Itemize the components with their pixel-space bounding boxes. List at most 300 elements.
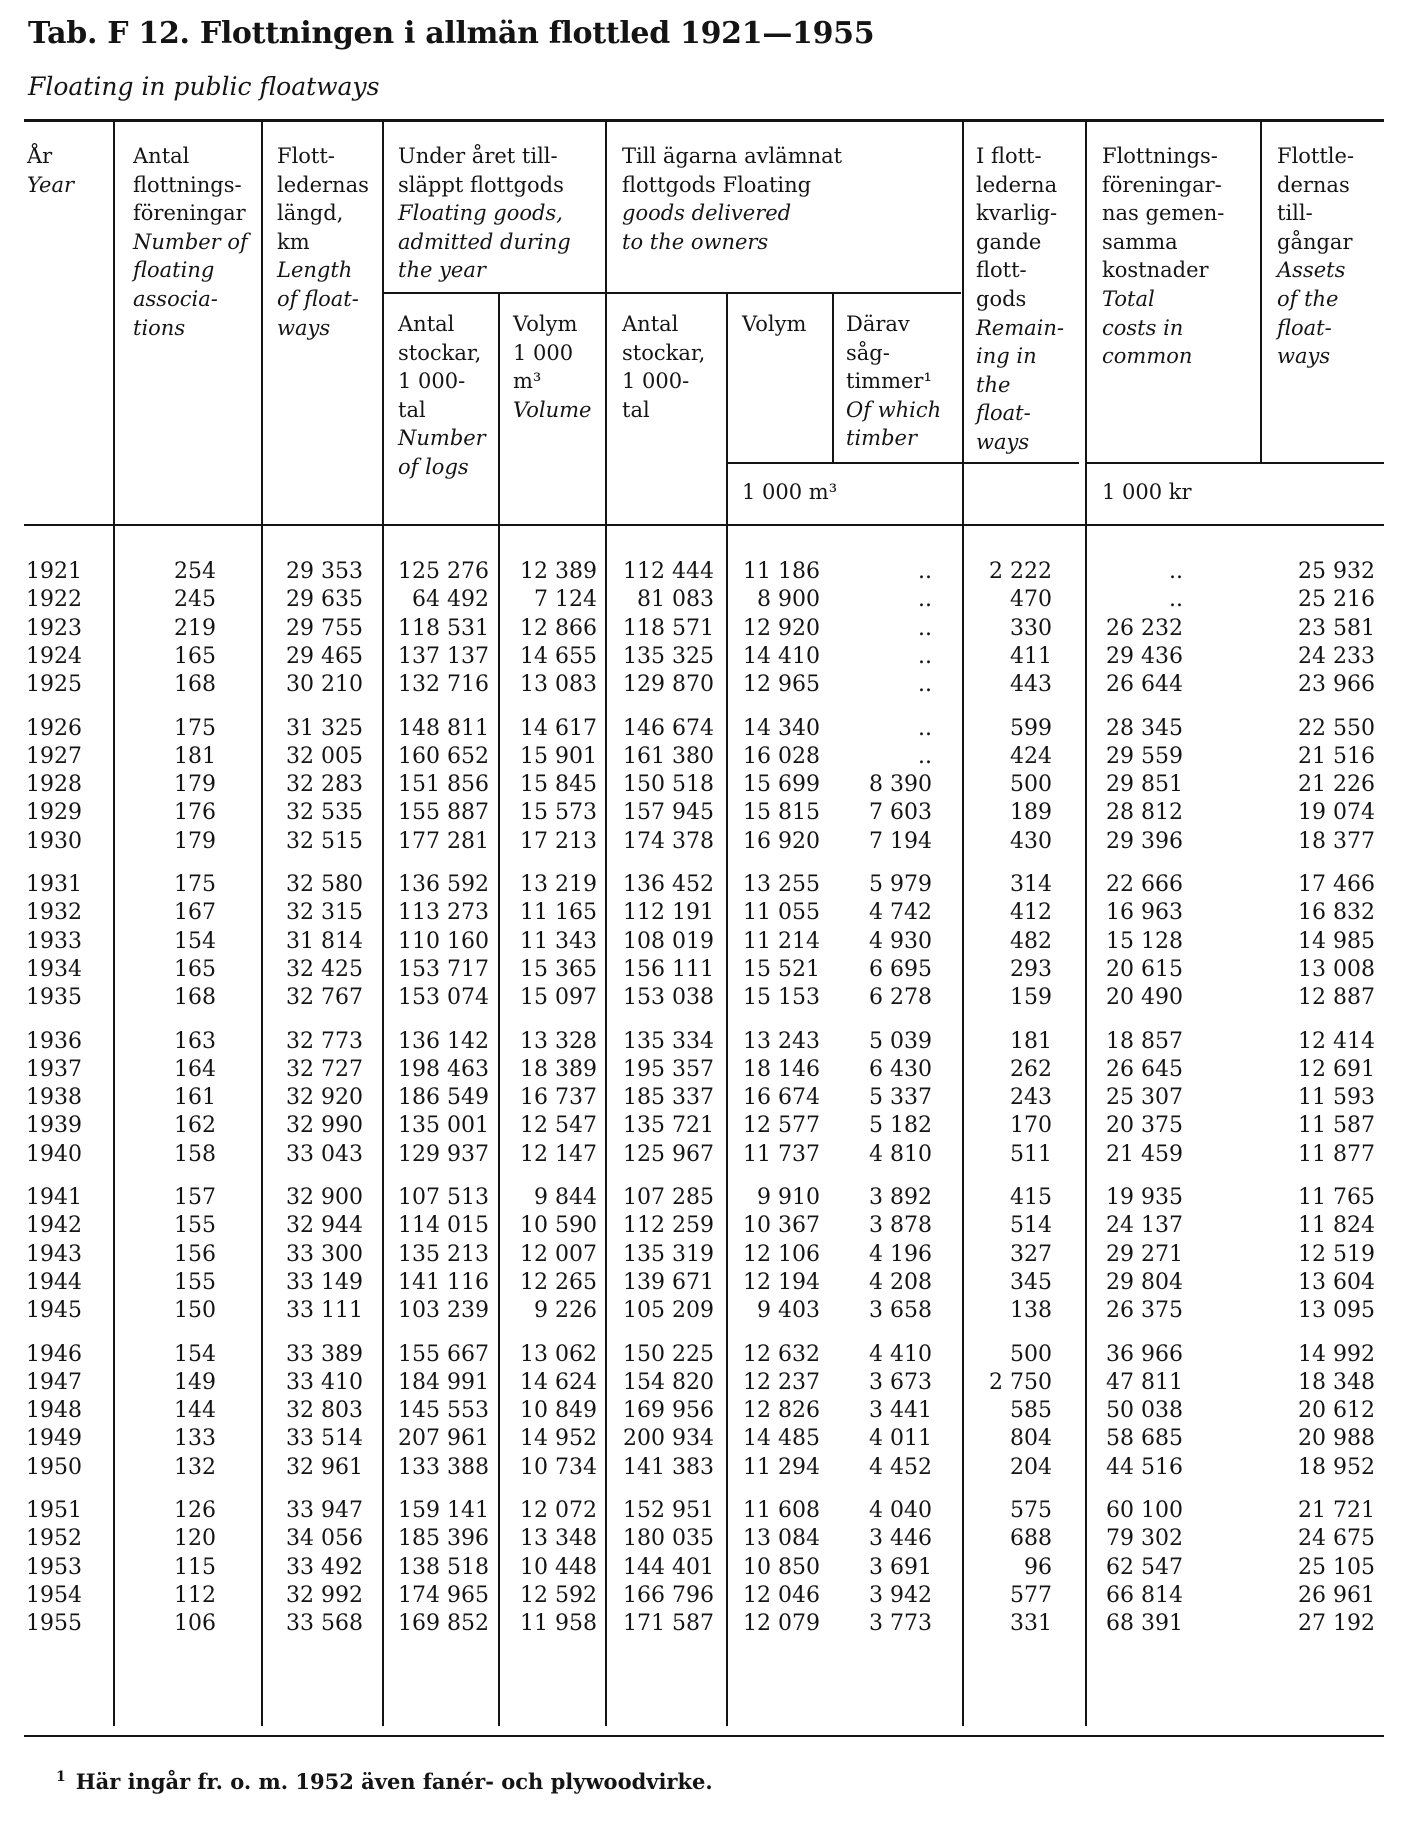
timber-cell: .. xyxy=(918,587,932,613)
unit-divider-money xyxy=(1086,462,1384,464)
associations-cell: 133 xyxy=(174,1426,216,1452)
header-remaining: I flott- lederna kvarlig- gande flott- gods Remain- ing in the float- ways xyxy=(976,144,1065,454)
admitted-volume-cell: 13 062 xyxy=(520,1341,597,1367)
assets-cell: 22 550 xyxy=(1298,715,1375,741)
table-row xyxy=(0,984,1404,1012)
timber-cell: 3 773 xyxy=(869,1611,932,1637)
delivered-logs-cell: 185 337 xyxy=(623,1085,714,1111)
costs-cell: 47 811 xyxy=(1106,1369,1183,1395)
year-cell: 1946 xyxy=(26,1341,82,1367)
delivered-logs-cell: 195 357 xyxy=(623,1056,714,1082)
delivered-volume-cell: 12 194 xyxy=(743,1269,820,1295)
year-cell: 1947 xyxy=(26,1369,82,1395)
admitted-logs-cell: 155 887 xyxy=(398,800,489,826)
costs-cell: 21 459 xyxy=(1106,1141,1183,1167)
delivered-logs-cell: 166 796 xyxy=(623,1582,714,1608)
costs-cell: 60 100 xyxy=(1106,1498,1183,1523)
delivered-volume-cell: 18 146 xyxy=(743,1056,820,1082)
costs-cell: 28 812 xyxy=(1106,800,1183,826)
delivered-volume-cell: 12 106 xyxy=(743,1241,820,1267)
remaining-cell: 170 xyxy=(1010,1113,1052,1139)
delivered-volume-cell: 12 826 xyxy=(743,1398,820,1424)
header-admitted-volume: Volym 1 000 m³ Volume xyxy=(513,312,592,422)
associations-cell: 149 xyxy=(174,1369,216,1395)
associations-cell: 144 xyxy=(174,1398,216,1424)
assets-cell: 25 105 xyxy=(1298,1554,1375,1580)
costs-cell: .. xyxy=(1169,559,1183,584)
timber-cell: 3 441 xyxy=(869,1398,932,1424)
remaining-cell: 430 xyxy=(1010,828,1052,854)
delivered-group-divider xyxy=(607,292,961,294)
admitted-logs-cell: 136 592 xyxy=(398,872,489,897)
associations-cell: 181 xyxy=(174,743,216,769)
table-row xyxy=(0,1269,1404,1297)
associations-cell: 156 xyxy=(174,1241,216,1267)
footnote-text: Här ingår fr. o. m. 1952 även fanér- och plywoodvirke. xyxy=(75,1769,713,1794)
year-cell: 1926 xyxy=(26,715,82,741)
remaining-cell: 2 222 xyxy=(989,559,1052,584)
admitted-logs-cell: 174 965 xyxy=(398,1582,489,1608)
length-cell: 33 514 xyxy=(286,1426,363,1452)
remaining-cell: 424 xyxy=(1010,743,1052,769)
assets-cell: 21 721 xyxy=(1298,1498,1375,1523)
delivered-volume-cell: 11 608 xyxy=(743,1498,820,1523)
length-cell: 33 389 xyxy=(286,1341,363,1367)
timber-cell: .. xyxy=(918,615,932,641)
header-costs: Flottnings- föreningar- nas gemen- samma kostnader Total costs in common xyxy=(1102,144,1225,369)
remaining-cell: 577 xyxy=(1010,1582,1052,1608)
header-associations: Antal flottnings- föreningar Number of floating associa- tions xyxy=(133,144,248,340)
admitted-logs-cell: 141 116 xyxy=(398,1269,489,1295)
admitted-volume-cell: 14 655 xyxy=(520,643,597,669)
length-cell: 33 410 xyxy=(286,1369,363,1395)
length-cell: 32 900 xyxy=(286,1185,363,1210)
associations-cell: 157 xyxy=(174,1185,216,1210)
length-cell: 32 944 xyxy=(286,1213,363,1239)
timber-cell: 4 742 xyxy=(869,900,932,926)
costs-cell: 29 396 xyxy=(1106,828,1183,854)
remaining-cell: 327 xyxy=(1010,1241,1052,1267)
delivered-logs-cell: 154 820 xyxy=(623,1369,714,1395)
admitted-volume-cell: 15 573 xyxy=(520,800,597,826)
delivered-logs-cell: 150 518 xyxy=(623,772,714,798)
year-cell: 1955 xyxy=(26,1611,82,1637)
admitted-logs-cell: 135 213 xyxy=(398,1241,489,1267)
delivered-logs-cell: 144 401 xyxy=(623,1554,714,1580)
assets-cell: 21 226 xyxy=(1298,772,1375,798)
year-cell: 1950 xyxy=(26,1454,82,1480)
timber-cell: .. xyxy=(918,672,932,698)
delivered-logs-cell: 112 259 xyxy=(623,1213,714,1239)
admitted-volume-cell: 13 219 xyxy=(520,872,597,897)
remaining-cell: 585 xyxy=(1010,1398,1052,1424)
admitted-logs-cell: 207 961 xyxy=(398,1426,489,1452)
admitted-logs-cell: 198 463 xyxy=(398,1056,489,1082)
length-cell: 31 325 xyxy=(286,715,363,741)
admitted-volume-cell: 11 343 xyxy=(520,928,597,954)
year-cell: 1933 xyxy=(26,928,82,954)
costs-cell: 50 038 xyxy=(1106,1398,1183,1424)
assets-cell: 26 961 xyxy=(1298,1582,1375,1608)
remaining-cell: 511 xyxy=(1010,1141,1052,1167)
column-separator xyxy=(832,293,834,463)
admitted-logs-cell: 133 388 xyxy=(398,1454,489,1480)
delivered-logs-cell: 169 956 xyxy=(623,1398,714,1424)
table-row xyxy=(0,1497,1404,1525)
assets-cell: 11 765 xyxy=(1298,1185,1375,1210)
costs-cell: 29 851 xyxy=(1106,772,1183,798)
timber-cell: 4 930 xyxy=(869,928,932,954)
length-cell: 33 947 xyxy=(286,1498,363,1523)
delivered-volume-cell: 15 521 xyxy=(743,956,820,982)
admitted-volume-cell: 15 097 xyxy=(520,985,597,1011)
costs-cell: 44 516 xyxy=(1106,1454,1183,1480)
remaining-cell: 411 xyxy=(1010,643,1052,669)
costs-cell: 36 966 xyxy=(1106,1341,1183,1367)
costs-cell: 62 547 xyxy=(1106,1554,1183,1580)
admitted-volume-cell: 10 849 xyxy=(520,1398,597,1424)
header-delivered-logs: Antal stockar, 1 000- tal xyxy=(622,312,706,422)
admitted-logs-cell: 184 991 xyxy=(398,1369,489,1395)
admitted-volume-cell: 12 072 xyxy=(520,1498,597,1523)
year-cell: 1942 xyxy=(26,1213,82,1239)
year-cell: 1932 xyxy=(26,900,82,926)
admitted-volume-cell: 9 844 xyxy=(534,1185,597,1210)
table-row xyxy=(0,928,1404,956)
delivered-volume-cell: 9 910 xyxy=(757,1185,820,1210)
timber-cell: .. xyxy=(918,715,932,741)
timber-cell: 4 011 xyxy=(869,1426,932,1452)
timber-cell: 4 040 xyxy=(869,1498,932,1523)
remaining-cell: 500 xyxy=(1010,1341,1052,1367)
delivered-volume-cell: 12 237 xyxy=(743,1369,820,1395)
remaining-cell: 331 xyxy=(1010,1611,1052,1637)
admitted-volume-cell: 12 389 xyxy=(520,559,597,584)
admitted-logs-cell: 114 015 xyxy=(398,1213,489,1239)
header-bottom-rule xyxy=(24,524,1384,526)
delivered-volume-cell: 10 367 xyxy=(743,1213,820,1239)
associations-cell: 167 xyxy=(174,900,216,926)
delivered-volume-cell: 11 294 xyxy=(743,1454,820,1480)
associations-cell: 219 xyxy=(174,615,216,641)
delivered-volume-cell: 11 737 xyxy=(743,1141,820,1167)
delivered-volume-cell: 12 046 xyxy=(743,1582,820,1608)
year-cell: 1954 xyxy=(26,1582,82,1608)
remaining-cell: 189 xyxy=(1010,800,1052,826)
header-year: År Year xyxy=(27,144,75,197)
admitted-volume-cell: 12 007 xyxy=(520,1241,597,1267)
admitted-volume-cell: 12 265 xyxy=(520,1269,597,1295)
assets-cell: 25 932 xyxy=(1298,559,1375,584)
table-row xyxy=(0,1212,1404,1240)
assets-cell: 18 348 xyxy=(1298,1369,1375,1395)
assets-cell: 17 466 xyxy=(1298,872,1375,897)
admitted-logs-cell: 153 074 xyxy=(398,985,489,1011)
associations-cell: 154 xyxy=(174,1341,216,1367)
admitted-volume-cell: 13 328 xyxy=(520,1028,597,1054)
delivered-volume-cell: 13 255 xyxy=(743,872,820,897)
delivered-logs-cell: 200 934 xyxy=(623,1426,714,1452)
delivered-volume-cell: 14 410 xyxy=(743,643,820,669)
timber-cell: 4 208 xyxy=(869,1269,932,1295)
timber-cell: 3 892 xyxy=(869,1185,932,1210)
delivered-volume-cell: 12 079 xyxy=(743,1611,820,1637)
costs-cell: 24 137 xyxy=(1106,1213,1183,1239)
associations-cell: 176 xyxy=(174,800,216,826)
header-delivered-timber: Därav såg- timmer¹ Of which timber xyxy=(846,312,942,451)
year-cell: 1940 xyxy=(26,1141,82,1167)
delivered-volume-cell: 12 965 xyxy=(743,672,820,698)
table-row xyxy=(0,1184,1404,1212)
table-row xyxy=(0,956,1404,984)
year-cell: 1945 xyxy=(26,1298,82,1324)
table-row xyxy=(0,643,1404,671)
admitted-volume-cell: 13 348 xyxy=(520,1526,597,1552)
admitted-logs-cell: 186 549 xyxy=(398,1085,489,1111)
admitted-volume-cell: 13 083 xyxy=(520,672,597,698)
remaining-cell: 2 750 xyxy=(989,1369,1052,1395)
costs-cell: 18 857 xyxy=(1106,1028,1183,1054)
remaining-cell: 204 xyxy=(1010,1454,1052,1480)
delivered-logs-cell: 107 285 xyxy=(623,1185,714,1210)
costs-cell: 20 490 xyxy=(1106,985,1183,1011)
delivered-volume-cell: 16 920 xyxy=(743,828,820,854)
timber-cell: 5 979 xyxy=(869,872,932,897)
admitted-volume-cell: 10 734 xyxy=(520,1454,597,1480)
admitted-volume-cell: 11 165 xyxy=(520,900,597,926)
admitted-logs-cell: 151 856 xyxy=(398,772,489,798)
delivered-logs-cell: 135 334 xyxy=(623,1028,714,1054)
timber-cell: 5 337 xyxy=(869,1085,932,1111)
header-admitted-group: Under året till- släppt flottgods Floating goods, admitted during the year xyxy=(398,144,571,283)
admitted-logs-cell: 155 667 xyxy=(398,1341,489,1367)
delivered-volume-cell: 12 920 xyxy=(743,615,820,641)
year-cell: 1923 xyxy=(26,615,82,641)
delivered-logs-cell: 156 111 xyxy=(623,956,714,982)
costs-cell: 29 559 xyxy=(1106,743,1183,769)
length-cell: 32 515 xyxy=(286,828,363,854)
assets-cell: 16 832 xyxy=(1298,900,1375,926)
remaining-cell: 138 xyxy=(1010,1298,1052,1324)
associations-cell: 158 xyxy=(174,1141,216,1167)
table-row xyxy=(0,1397,1404,1425)
table-row xyxy=(0,1056,1404,1084)
delivered-logs-cell: 152 951 xyxy=(623,1498,714,1523)
year-cell: 1931 xyxy=(26,872,82,897)
delivered-volume-cell: 10 850 xyxy=(743,1554,820,1580)
admitted-logs-cell: 136 142 xyxy=(398,1028,489,1054)
associations-cell: 163 xyxy=(174,1028,216,1054)
remaining-cell: 500 xyxy=(1010,772,1052,798)
costs-cell: 66 814 xyxy=(1106,1582,1183,1608)
remaining-cell: 575 xyxy=(1010,1498,1052,1523)
associations-cell: 245 xyxy=(174,587,216,613)
assets-cell: 21 516 xyxy=(1298,743,1375,769)
length-cell: 32 773 xyxy=(286,1028,363,1054)
delivered-volume-cell: 13 084 xyxy=(743,1526,820,1552)
length-cell: 32 283 xyxy=(286,772,363,798)
year-cell: 1934 xyxy=(26,956,82,982)
costs-cell: 79 302 xyxy=(1106,1526,1183,1552)
table-row xyxy=(0,1297,1404,1325)
year-cell: 1938 xyxy=(26,1085,82,1111)
length-cell: 30 210 xyxy=(286,672,363,698)
associations-cell: 155 xyxy=(174,1213,216,1239)
remaining-cell: 159 xyxy=(1010,985,1052,1011)
assets-cell: 18 952 xyxy=(1298,1454,1375,1480)
year-cell: 1941 xyxy=(26,1185,82,1210)
admitted-logs-cell: 160 652 xyxy=(398,743,489,769)
associations-cell: 165 xyxy=(174,956,216,982)
unit-label-money: 1 000 kr xyxy=(1102,480,1192,504)
assets-cell: 20 988 xyxy=(1298,1426,1375,1452)
length-cell: 32 767 xyxy=(286,985,363,1011)
year-cell: 1925 xyxy=(26,672,82,698)
length-cell: 29 465 xyxy=(286,643,363,669)
header-assets: Flottle- dernas till- gångar Assets of the float- ways xyxy=(1277,144,1355,369)
remaining-cell: 314 xyxy=(1010,872,1052,897)
assets-cell: 12 519 xyxy=(1298,1241,1375,1267)
associations-cell: 112 xyxy=(174,1582,216,1608)
assets-cell: 13 008 xyxy=(1298,956,1375,982)
top-rule xyxy=(24,119,1384,122)
assets-cell: 19 074 xyxy=(1298,800,1375,826)
table-row xyxy=(0,1341,1404,1369)
costs-cell: 20 375 xyxy=(1106,1113,1183,1139)
length-cell: 33 149 xyxy=(286,1269,363,1295)
remaining-cell: 412 xyxy=(1010,900,1052,926)
admitted-volume-cell: 16 737 xyxy=(520,1085,597,1111)
delivered-logs-cell: 135 319 xyxy=(623,1241,714,1267)
admitted-volume-cell: 15 365 xyxy=(520,956,597,982)
timber-cell: 4 452 xyxy=(869,1454,932,1480)
table-row xyxy=(0,799,1404,827)
admitted-logs-cell: 118 531 xyxy=(398,615,489,641)
admitted-volume-cell: 15 845 xyxy=(520,772,597,798)
table-row xyxy=(0,671,1404,699)
admitted-volume-cell: 18 389 xyxy=(520,1056,597,1082)
timber-cell: .. xyxy=(918,643,932,669)
length-cell: 32 580 xyxy=(286,872,363,897)
assets-cell: 24 675 xyxy=(1298,1526,1375,1552)
assets-cell: 18 377 xyxy=(1298,828,1375,854)
admitted-logs-cell: 169 852 xyxy=(398,1611,489,1637)
associations-cell: 179 xyxy=(174,772,216,798)
header-delivered-volume: Volym xyxy=(742,312,807,336)
footnote-marker: 1 xyxy=(56,1769,66,1785)
assets-cell: 14 992 xyxy=(1298,1341,1375,1367)
timber-cell: 4 810 xyxy=(869,1141,932,1167)
associations-cell: 154 xyxy=(174,928,216,954)
admitted-volume-cell: 17 213 xyxy=(520,828,597,854)
year-cell: 1949 xyxy=(26,1426,82,1452)
costs-cell: 26 375 xyxy=(1106,1298,1183,1324)
admitted-logs-cell: 113 273 xyxy=(398,900,489,926)
table-bottom-rule xyxy=(24,1735,1384,1737)
delivered-volume-cell: 12 632 xyxy=(743,1341,820,1367)
assets-cell: 11 587 xyxy=(1298,1113,1375,1139)
admitted-logs-cell: 64 492 xyxy=(412,587,489,613)
delivered-logs-cell: 150 225 xyxy=(623,1341,714,1367)
admitted-logs-cell: 185 396 xyxy=(398,1526,489,1552)
length-cell: 33 568 xyxy=(286,1611,363,1637)
length-cell: 32 005 xyxy=(286,743,363,769)
assets-cell: 14 985 xyxy=(1298,928,1375,954)
admitted-logs-cell: 107 513 xyxy=(398,1185,489,1210)
admitted-volume-cell: 14 624 xyxy=(520,1369,597,1395)
associations-cell: 164 xyxy=(174,1056,216,1082)
length-cell: 31 814 xyxy=(286,928,363,954)
remaining-cell: 415 xyxy=(1010,1185,1052,1210)
header-length: Flott- ledernas längd, km Length of float- ways xyxy=(277,144,369,340)
costs-cell: 15 128 xyxy=(1106,928,1183,954)
column-separator xyxy=(1260,121,1262,464)
timber-cell: 3 878 xyxy=(869,1213,932,1239)
timber-cell: 4 410 xyxy=(869,1341,932,1367)
remaining-cell: 688 xyxy=(1010,1526,1052,1552)
header-admitted-logs: Antal stockar, 1 000- tal Number of logs xyxy=(398,312,486,479)
year-cell: 1939 xyxy=(26,1113,82,1139)
table-row xyxy=(0,1525,1404,1553)
associations-cell: 115 xyxy=(174,1554,216,1580)
timber-cell: 5 182 xyxy=(869,1113,932,1139)
delivered-logs-cell: 105 209 xyxy=(623,1298,714,1324)
admitted-volume-cell: 7 124 xyxy=(534,587,597,613)
assets-cell: 13 095 xyxy=(1298,1298,1375,1324)
table-row xyxy=(0,586,1404,614)
table-row xyxy=(0,1241,1404,1269)
admitted-volume-cell: 12 547 xyxy=(520,1113,597,1139)
assets-cell: 12 414 xyxy=(1298,1028,1375,1054)
costs-cell: 19 935 xyxy=(1106,1185,1183,1210)
costs-cell: 22 666 xyxy=(1106,872,1183,897)
delivered-logs-cell: 135 721 xyxy=(623,1113,714,1139)
admitted-logs-cell: 148 811 xyxy=(398,715,489,741)
length-cell: 32 425 xyxy=(286,956,363,982)
costs-cell: 26 232 xyxy=(1106,615,1183,641)
table-row xyxy=(0,1454,1404,1482)
year-cell: 1936 xyxy=(26,1028,82,1054)
admitted-logs-cell: 159 141 xyxy=(398,1498,489,1523)
remaining-cell: 470 xyxy=(1010,587,1052,613)
table-row xyxy=(0,771,1404,799)
delivered-volume-cell: 15 815 xyxy=(743,800,820,826)
table-title: Tab. F 12. Flottningen i allmän flottled 1921—1955 xyxy=(28,16,875,51)
timber-cell: 7 194 xyxy=(869,828,932,854)
delivered-logs-cell: 112 191 xyxy=(623,900,714,926)
length-cell: 33 300 xyxy=(286,1241,363,1267)
timber-cell: 4 196 xyxy=(869,1241,932,1267)
admitted-logs-cell: 137 137 xyxy=(398,643,489,669)
associations-cell: 175 xyxy=(174,715,216,741)
admitted-volume-cell: 10 590 xyxy=(520,1213,597,1239)
associations-cell: 179 xyxy=(174,828,216,854)
associations-cell: 168 xyxy=(174,985,216,1011)
remaining-cell: 330 xyxy=(1010,615,1052,641)
delivered-logs-cell: 118 571 xyxy=(623,615,714,641)
delivered-logs-cell: 129 870 xyxy=(623,672,714,698)
delivered-volume-cell: 9 403 xyxy=(757,1298,820,1324)
assets-cell: 25 216 xyxy=(1298,587,1375,613)
year-cell: 1951 xyxy=(26,1498,82,1523)
year-cell: 1953 xyxy=(26,1554,82,1580)
associations-cell: 162 xyxy=(174,1113,216,1139)
length-cell: 29 755 xyxy=(286,615,363,641)
timber-cell: .. xyxy=(918,559,932,584)
timber-cell: 6 430 xyxy=(869,1056,932,1082)
admitted-logs-cell: 135 001 xyxy=(398,1113,489,1139)
table-row xyxy=(0,899,1404,927)
